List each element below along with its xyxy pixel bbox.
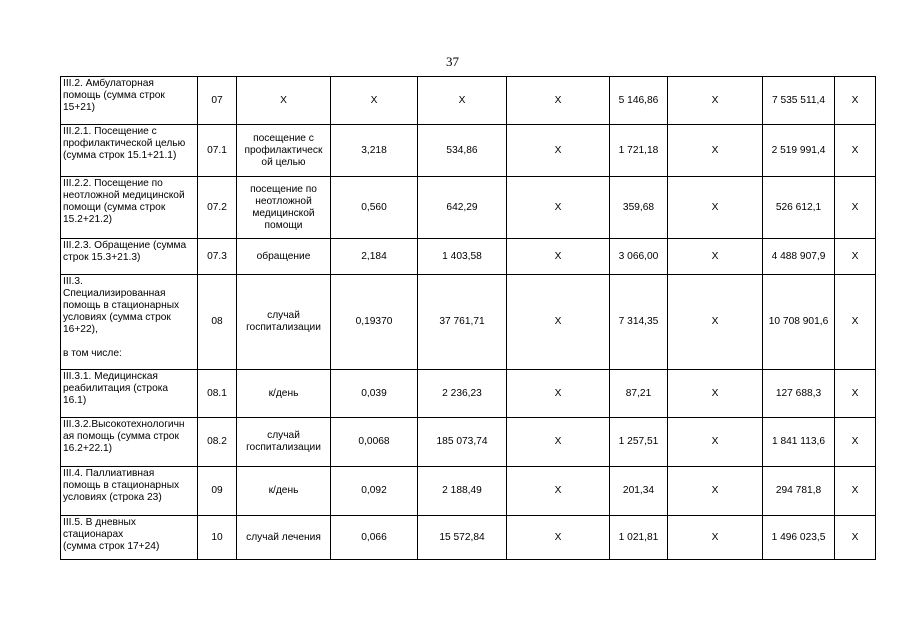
row-value-cell: 1 257,51 <box>610 418 668 467</box>
row-value-cell: 127 688,3 <box>763 370 835 418</box>
row-value-cell: X <box>668 370 763 418</box>
row-value-cell: 3,218 <box>331 125 418 177</box>
row-unit-cell-line: госпитализации <box>246 442 321 453</box>
row-value-cell: 2 236,23 <box>418 370 507 418</box>
row-value-cell: X <box>835 275 876 370</box>
row-name-cell-line: условиях (сумма строк <box>63 312 171 323</box>
row-name-cell-line: ая помощь (сумма строк <box>63 431 179 442</box>
row-value-cell: X <box>418 77 507 125</box>
row-value-cell: 201,34 <box>610 467 668 516</box>
row-unit-cell <box>237 467 331 516</box>
row-code-cell: 09 <box>198 467 237 516</box>
row-unit-cell-line: посещение с <box>253 132 314 144</box>
row-name-cell-line: III.4. Паллиативная <box>63 468 155 479</box>
row-code-cell: 07.2 <box>198 177 237 239</box>
row-value-cell: 5 146,86 <box>610 77 668 125</box>
row-value-cell: 7 314,35 <box>610 275 668 370</box>
row-code-cell: 08.2 <box>198 418 237 467</box>
row-value-cell: X <box>507 370 610 418</box>
table-row <box>61 516 876 560</box>
row-name-cell-line <box>63 336 195 348</box>
row-name-cell-line: строк 15.3+21.3) <box>63 252 141 263</box>
row-value-cell: X <box>668 125 763 177</box>
row-value-cell: 526 612,1 <box>763 177 835 239</box>
row-value-cell: X <box>835 467 876 516</box>
row-unit-cell-line: к/день <box>268 387 299 399</box>
row-name-cell <box>61 77 198 125</box>
row-name-cell-line: III.2. Амбулаторная <box>63 78 154 89</box>
row-name-cell-line: III.3.1. Медицинская <box>63 371 158 382</box>
row-value-cell: 1 021,81 <box>610 516 668 560</box>
row-value-cell: 10 708 901,6 <box>763 275 835 370</box>
row-name-cell-line: реабилитация (строка <box>63 383 169 394</box>
row-value-cell: X <box>507 77 610 125</box>
row-value-cell: X <box>668 77 763 125</box>
row-name-cell-line: 15.2+21.2) <box>63 214 112 225</box>
row-name-cell-line: условиях (строка 23) <box>63 492 162 503</box>
row-code-cell: 08 <box>198 275 237 370</box>
row-name-cell-line: 16.2+22.1) <box>63 443 112 454</box>
row-value-cell: X <box>835 370 876 418</box>
row-value-cell: 0,19370 <box>331 275 418 370</box>
row-unit-cell-line: медицинской <box>252 207 315 219</box>
row-unit-cell <box>237 370 331 418</box>
row-value-cell: X <box>668 239 763 275</box>
row-value-cell: 3 066,00 <box>610 239 668 275</box>
row-value-cell: 2 188,49 <box>418 467 507 516</box>
row-name-cell-line: 16.1) <box>63 395 87 406</box>
row-name-cell-line: (сумма строк 15.1+21.1) <box>63 150 177 161</box>
row-value-cell: X <box>835 418 876 467</box>
row-unit-cell <box>237 125 331 177</box>
row-value-cell: X <box>507 418 610 467</box>
row-unit-cell-line: ой целью <box>261 156 306 168</box>
page-number: 37 <box>446 54 459 69</box>
row-value-cell: 4 488 907,9 <box>763 239 835 275</box>
row-value-cell: 15 572,84 <box>418 516 507 560</box>
row-value-cell: X <box>835 239 876 275</box>
row-name-cell-line: (сумма строк 17+24) <box>63 541 160 552</box>
row-code-cell: 08.1 <box>198 370 237 418</box>
row-value-cell: X <box>668 418 763 467</box>
row-value-cell: 0,039 <box>331 370 418 418</box>
row-code-cell: 07 <box>198 77 237 125</box>
row-value-cell: 642,29 <box>418 177 507 239</box>
row-name-cell-line: III.2.3. Обращение (сумма <box>63 240 187 251</box>
row-value-cell: X <box>668 467 763 516</box>
row-value-cell: X <box>507 516 610 560</box>
row-name-cell-line: III.5. В дневных <box>63 517 136 528</box>
table-row <box>61 370 876 418</box>
row-value-cell: 2 519 991,4 <box>763 125 835 177</box>
row-name-cell <box>61 516 198 560</box>
row-code-cell: 07.3 <box>198 239 237 275</box>
table-row <box>61 177 876 239</box>
row-name-cell-line: Специализированная <box>63 288 166 299</box>
row-value-cell: X <box>835 177 876 239</box>
table-row <box>61 125 876 177</box>
row-value-cell: X <box>668 516 763 560</box>
row-name-cell-line: III.3. <box>63 276 83 287</box>
row-name-cell <box>61 239 198 275</box>
row-code-cell: 07.1 <box>198 125 237 177</box>
row-unit-cell-line: помощи <box>264 219 303 231</box>
row-unit-cell-line: профилактическ <box>244 144 323 156</box>
row-name-cell-line: III.2.2. Посещение по <box>63 178 163 189</box>
row-value-cell: 0,092 <box>331 467 418 516</box>
row-name-cell <box>61 418 198 467</box>
row-name-cell-line: профилактической целью <box>63 138 186 149</box>
row-value-cell: 1 721,18 <box>610 125 668 177</box>
row-value-cell: 294 781,8 <box>763 467 835 516</box>
row-value-cell: 534,86 <box>418 125 507 177</box>
financing-table <box>60 76 876 560</box>
row-value-cell: 87,21 <box>610 370 668 418</box>
row-value-cell: X <box>835 125 876 177</box>
row-code-cell: 10 <box>198 516 237 560</box>
row-name-cell-line: 16+22), <box>63 324 98 335</box>
row-value-cell: 2,184 <box>331 239 418 275</box>
row-unit-cell-line: посещение по <box>250 183 317 195</box>
row-value-cell: X <box>507 275 610 370</box>
row-unit-cell <box>237 418 331 467</box>
row-value-cell: 0,0068 <box>331 418 418 467</box>
row-value-cell: X <box>507 125 610 177</box>
row-name-cell-line: помощи (сумма строк <box>63 202 166 213</box>
row-value-cell: X <box>835 516 876 560</box>
table-row <box>61 77 876 125</box>
row-unit-cell-line: X <box>280 94 287 106</box>
row-name-cell-line: стационарах <box>63 529 124 540</box>
row-unit-cell <box>237 177 331 239</box>
row-value-cell: 0,066 <box>331 516 418 560</box>
row-value-cell: X <box>331 77 418 125</box>
row-unit-cell-line: случай <box>267 310 300 321</box>
row-name-cell-line: помощь в стационарных <box>63 300 180 311</box>
table-row <box>61 467 876 516</box>
row-unit-cell-line: госпитализации <box>246 322 321 333</box>
row-name-cell-line: неотложной медицинской <box>63 190 185 201</box>
row-name-cell-line: III.3.2.Высокотехнологичн <box>63 419 185 430</box>
row-value-cell: 185 073,74 <box>418 418 507 467</box>
row-value-cell: 1 403,58 <box>418 239 507 275</box>
row-unit-cell-line: случай лечения <box>246 531 321 543</box>
row-value-cell: 359,68 <box>610 177 668 239</box>
row-value-cell: X <box>507 177 610 239</box>
row-value-cell: 1 496 023,5 <box>763 516 835 560</box>
table-row <box>61 239 876 275</box>
row-value-cell: 7 535 511,4 <box>763 77 835 125</box>
row-value-cell: X <box>507 239 610 275</box>
row-name-cell <box>61 125 198 177</box>
row-unit-cell-line: неотложной <box>255 195 312 207</box>
row-unit-cell <box>237 275 331 370</box>
row-name-cell-line: III.2.1. Посещение с <box>63 126 157 137</box>
row-value-cell: 37 761,71 <box>418 275 507 370</box>
table-row <box>61 275 876 370</box>
row-name-cell-line: в том числе: <box>63 348 122 359</box>
row-value-cell: X <box>835 77 876 125</box>
row-name-cell-line: 15+21) <box>63 102 96 113</box>
row-name-cell-line: помощь (сумма строк <box>63 90 165 101</box>
row-value-cell: 0,560 <box>331 177 418 239</box>
row-unit-cell <box>237 239 331 275</box>
table-row <box>61 418 876 467</box>
row-unit-cell-line: случай <box>267 430 300 441</box>
row-name-cell <box>61 467 198 516</box>
row-value-cell: X <box>668 275 763 370</box>
row-name-cell <box>61 177 198 239</box>
row-value-cell: X <box>668 177 763 239</box>
row-name-cell <box>61 275 198 370</box>
row-unit-cell <box>237 77 331 125</box>
row-unit-cell-line: к/день <box>268 485 299 496</box>
row-name-cell <box>61 370 198 418</box>
row-value-cell: X <box>507 467 610 516</box>
row-name-cell-line: помощь в стационарных <box>63 480 180 491</box>
row-unit-cell-line: обращение <box>256 250 311 262</box>
row-unit-cell <box>237 516 331 560</box>
row-value-cell: 1 841 113,6 <box>763 418 835 467</box>
